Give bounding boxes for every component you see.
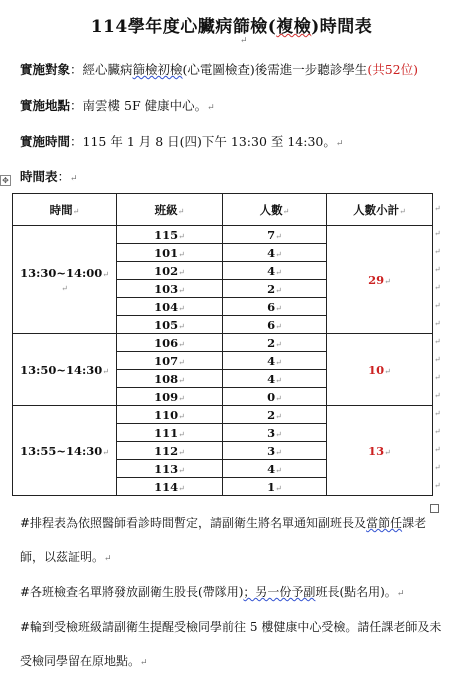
count-cell: 4↵ (223, 460, 327, 478)
class-cell: 106↵ (117, 334, 223, 352)
count-cell: 4↵ (223, 352, 327, 370)
time-label: 實施時間 (20, 134, 71, 149)
schedule-label: 時間表 (20, 169, 58, 184)
row-end-mark: ↵ (434, 354, 441, 364)
class-cell: 107↵ (117, 352, 223, 370)
note-1-mark: ↵ (104, 554, 112, 564)
row-end-mark: ↵ (434, 264, 441, 274)
table-row (13, 406, 433, 424)
time-text: ：115 年 1 月 8 日(四)下午 13:30 至 14:30。 (70, 134, 336, 149)
title-squiggle: 複檢 (276, 17, 312, 37)
note-2 (20, 575, 450, 611)
count-cell: 4↵ (223, 262, 327, 280)
table-row (13, 226, 433, 244)
place-label: 實施地點 (20, 98, 71, 113)
time-line (20, 132, 343, 150)
note-3-text: #輪到受檢班級請副衛生提醒受檢同學前往 5 樓健康中心受檢。請任課老師及未受檢同學留在原地點。 (20, 620, 442, 668)
note-1 (20, 506, 450, 576)
header-subtotal: 人數小計↵ (327, 194, 433, 226)
row-end-mark: ↵ (434, 203, 441, 213)
class-cell: 115↵ (117, 226, 223, 244)
count-cell: 2↵ (223, 406, 327, 424)
target-text-squig: 篩檢初檢 (132, 62, 183, 77)
time-cell: 13:30~14:00↵ ↵ (13, 226, 117, 334)
count-cell: 2↵ (223, 334, 327, 352)
count-cell: 6↵ (223, 316, 327, 334)
count-cell: 4↵ (223, 244, 327, 262)
title-suffix: )時間表 (311, 17, 373, 37)
move-handle-icon[interactable]: ✥ (0, 175, 11, 186)
row-end-mark: ↵ (434, 426, 441, 436)
count-cell: 2↵ (223, 280, 327, 298)
schedule-line (20, 167, 78, 185)
title-prefix: 114學年度心臟病篩檢( (90, 17, 277, 37)
table-row (13, 334, 433, 352)
count-cell: 7↵ (223, 226, 327, 244)
note-2-squig: ；另一份予副 (243, 585, 316, 599)
schedule-table (12, 193, 433, 496)
subtotal-cell: 29↵ (327, 226, 433, 334)
time-cell: 13:50~14:30↵ (13, 334, 117, 406)
table-header-row (13, 194, 433, 226)
target-text-b: (心電圖檢查)後需進一步聽診學生 (182, 62, 368, 77)
class-cell: 104↵ (117, 298, 223, 316)
row-end-mark: ↵ (434, 480, 441, 490)
class-cell: 110↵ (117, 406, 223, 424)
count-cell: 3↵ (223, 424, 327, 442)
count-cell: 0↵ (223, 388, 327, 406)
class-cell: 103↵ (117, 280, 223, 298)
note-2-text-b: 班長(點名用)。 (315, 585, 397, 599)
count-cell: 6↵ (223, 298, 327, 316)
row-end-mark: ↵ (434, 318, 441, 328)
row-end-mark: ↵ (434, 246, 441, 256)
note-3 (20, 610, 450, 680)
place-mark: ↵ (207, 103, 215, 113)
target-line (20, 60, 418, 78)
note-1-squig: 當節任 (366, 516, 403, 530)
target-label: 實施對象 (20, 62, 71, 77)
row-end-mark: ↵ (434, 228, 441, 238)
class-cell: 102↵ (117, 262, 223, 280)
header-class: 班級↵ (117, 194, 223, 226)
class-cell: 113↵ (117, 460, 223, 478)
schedule-mark: ↵ (70, 174, 78, 184)
row-end-mark: ↵ (434, 372, 441, 382)
class-cell: 111↵ (117, 424, 223, 442)
note-1-text-b: 課老師，以茲証明。 (20, 516, 427, 564)
subtotal-cell: 13↵ (327, 406, 433, 496)
paragraph-mark: ↵ (240, 36, 248, 46)
time-mark: ↵ (335, 139, 344, 149)
count-cell: 3↵ (223, 442, 327, 460)
class-cell: 108↵ (117, 370, 223, 388)
header-count: 人數↵ (223, 194, 327, 226)
document-title (0, 12, 463, 37)
header-time: 時間↵ (13, 194, 117, 226)
count-cell: 1↵ (223, 478, 327, 496)
row-end-mark: ↵ (434, 336, 441, 346)
note-2-text-a: #各班檢查名單將發放副衛生股長(帶隊用) (20, 585, 244, 599)
class-cell: 114↵ (117, 478, 223, 496)
class-cell: 109↵ (117, 388, 223, 406)
target-text-a: ：經心臟病 (70, 62, 133, 77)
count-cell: 4↵ (223, 370, 327, 388)
row-end-mark: ↵ (434, 390, 441, 400)
place-text: ：南雲樓 5F 健康中心。 (70, 98, 208, 113)
target-count: (共52位) (367, 62, 418, 77)
row-end-mark: ↵ (434, 300, 441, 310)
note-2-mark: ↵ (396, 589, 405, 599)
note-1-text-a: #排程表為依照醫師看診時間暫定，請副衛生將名單通知副班長及 (20, 516, 367, 530)
row-end-mark: ↵ (434, 444, 441, 454)
time-cell: 13:55~14:30↵ (13, 406, 117, 496)
schedule-suffix: ： (57, 169, 71, 184)
class-cell: 112↵ (117, 442, 223, 460)
note-3-mark: ↵ (140, 658, 148, 668)
row-end-mark: ↵ (434, 282, 441, 292)
row-end-mark: ↵ (434, 408, 441, 418)
class-cell: 105↵ (117, 316, 223, 334)
subtotal-cell: 10↵ (327, 334, 433, 406)
place-line (20, 96, 215, 114)
class-cell: 101↵ (117, 244, 223, 262)
row-end-mark: ↵ (434, 462, 441, 472)
